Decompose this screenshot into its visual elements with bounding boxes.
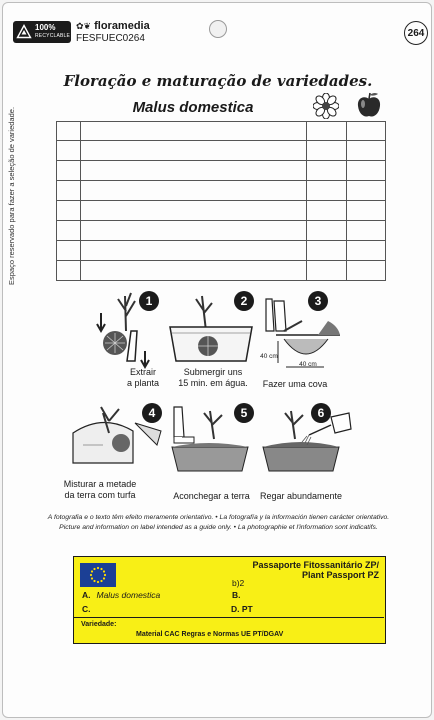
- step-number-5: 5: [234, 403, 254, 423]
- product-code: FESFUEC0264: [76, 33, 145, 44]
- step-caption-6: Regar abundamente: [259, 491, 343, 501]
- recycle-percent: 100%: [35, 23, 56, 32]
- step-3: [258, 291, 343, 401]
- step-number-4: 4: [142, 403, 162, 423]
- water-plant-illustration: [261, 403, 356, 478]
- plant-label-card: [2, 2, 432, 718]
- material-text: Material CAC Regras e Normas UE PT/DGAV: [136, 631, 284, 638]
- step-number-6: 6: [311, 403, 331, 423]
- disclaimer: [11, 513, 426, 533]
- step-5: [168, 403, 263, 511]
- step-2: [168, 291, 258, 401]
- step-number-1: 1: [139, 291, 159, 311]
- variety-label: Variedade:: [81, 621, 117, 628]
- brand-name: floramedia: [94, 20, 150, 32]
- step-1: [93, 291, 168, 401]
- step-caption-1: Extrair a planta: [126, 367, 160, 388]
- passport-field-c: C.: [82, 604, 91, 614]
- disclaimer-line-2: Picture and information on label intended as a guide only. • La photographie et l'information sont indicatifs.: [59, 524, 378, 531]
- brand: [76, 20, 150, 32]
- disclaimer-line-1: A fotografia e o texto têm efeito meramente orientativo. • La fotografía y la información tienen carácter orientativo.: [47, 514, 390, 521]
- passport-field-a: A. Malus domestica B.: [82, 590, 241, 600]
- step-6: [261, 403, 356, 511]
- step-number-2: 2: [234, 291, 254, 311]
- passport-field-b: b)2: [232, 578, 245, 588]
- recycle-label: RECYCLABLE: [35, 33, 71, 39]
- side-label: Espaço reservado para fazer a seleção de variedade.: [7, 106, 16, 285]
- step-caption-4: Misturar a metade da terra com turfa: [63, 479, 137, 500]
- eu-flag-icon: [80, 563, 116, 587]
- flower-icon: [313, 93, 339, 119]
- floramedia-logo-icon: ✿❦: [76, 20, 92, 31]
- species-subtitle: Malus domestica: [132, 99, 254, 116]
- page-title: Floração e maturação de variedades.: [63, 72, 373, 90]
- width-label: 40 cm: [299, 361, 317, 368]
- step-caption-2: Submergir uns 15 min. em água.: [178, 367, 248, 388]
- passport-field-d: D. PT: [231, 604, 253, 614]
- apple-icon: [355, 91, 383, 119]
- step-caption-3: Fazer uma cova: [262, 379, 328, 389]
- recyclable-badge: [13, 21, 71, 43]
- recycle-icon: [16, 24, 32, 40]
- passport-title: Passaporte Fitossanitário ZP/ Plant Passport PZ: [252, 560, 379, 580]
- plant-passport: [73, 556, 386, 644]
- label-number: 264: [404, 21, 428, 45]
- depth-label: 40 cm: [260, 353, 278, 360]
- step-number-3: 3: [308, 291, 328, 311]
- selection-grid[interactable]: [56, 121, 386, 281]
- passport-divider: [74, 617, 384, 618]
- step-4: [63, 403, 173, 511]
- hang-hole: [209, 20, 227, 38]
- step-caption-5: Aconchegar a terra: [173, 491, 250, 501]
